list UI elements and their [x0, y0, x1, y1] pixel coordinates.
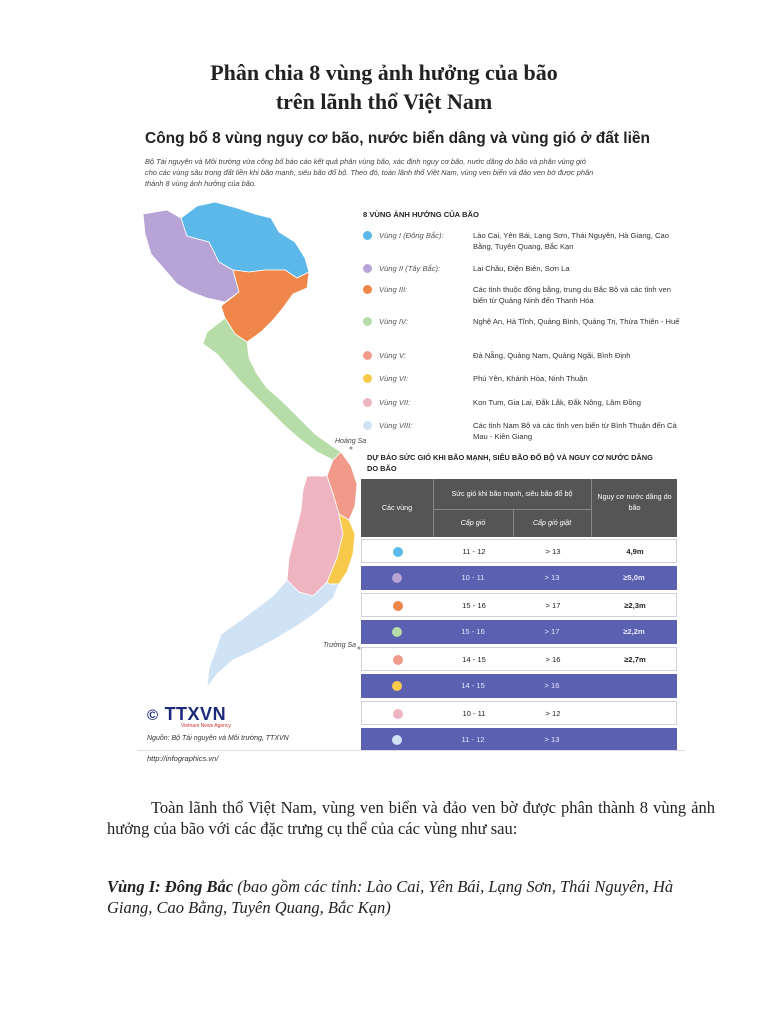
- table-row: [361, 674, 677, 698]
- row-zone-dot: [393, 655, 403, 665]
- legend-item-zone-6: [363, 373, 683, 397]
- legend-item-zone-5: [363, 350, 683, 374]
- row-zone-dot: [392, 681, 402, 691]
- legend-provinces: Kon Tum, Gia Lai, Đắk Lắk, Đắk Nông, Lâm Đồng: [473, 398, 641, 407]
- legend-dot: [363, 231, 372, 240]
- legend-title: 8 VÙNG ẢNH HƯỞNG CỦA BÃO: [363, 210, 479, 219]
- cell-gust: > 17: [544, 627, 560, 636]
- source-note: Nguồn: Bộ Tài nguyên và Môi trường, TTXVN: [147, 735, 289, 742]
- legend-provinces: Nghệ An, Hà Tĩnh, Quảng Bình, Quảng Trị, Thừa Thiên - Huế: [473, 317, 680, 326]
- header-wind: Sức gió khi bão mạnh, siêu bão đổ bộ: [433, 479, 591, 510]
- cell-level: 15 - 16: [462, 601, 486, 610]
- legend-zone-label: Vùng VI:: [379, 374, 409, 383]
- body-paragraph-1-text: Toàn lãnh thổ Việt Nam, vùng ven biển và đảo ven bờ được phân thành 8 vùng ảnh hưởng của bão với các đặc trưng cụ thể của các vùng như sau:: [107, 798, 715, 838]
- legend-provinces: Lào Cai, Yên Bái, Lạng Sơn, Thái Nguyên, Hà Giang, Cao Bằng, Tuyên Quang, Bắc Kạn: [473, 231, 669, 251]
- cell-level: 10 - 11: [461, 573, 485, 582]
- legend-zone-label: Vùng III:: [379, 285, 408, 294]
- cell-level: 11 - 12: [461, 735, 485, 744]
- header-region: Các vùng: [361, 479, 434, 537]
- legend-dot: [363, 421, 372, 430]
- table-row: [361, 701, 677, 725]
- legend-provinces: Phú Yên, Khánh Hòa, Ninh Thuận: [473, 374, 588, 383]
- document-title-line2: trên lãnh thổ Việt Nam: [275, 89, 493, 114]
- row-zone-dot: [392, 735, 402, 745]
- table-row: [361, 566, 677, 590]
- cell-gust: > 16: [544, 681, 560, 690]
- logo-subtitle: Vietnam News Agency: [181, 723, 231, 729]
- row-zone-dot: [392, 627, 402, 637]
- cell-gust: > 13: [545, 547, 561, 556]
- row-zone-dot: [393, 547, 403, 557]
- header-level: Cấp gió: [433, 509, 514, 537]
- infographic-intro: Bộ Tài nguyên và Môi trường vừa công bố báo cáo kết quả phân vùng bão, xác định nguy cơ bão, nước dâng do bão và phân vùng gió cho các vùng sâu trong đất liền khi bão mạnh, siêu bão đổ bộ. Theo đó, toàn lãnh thổ Việt Nam, vùng ven biển và đảo ven bờ được phân thành 8 vùng ảnh hưởng của bão.: [145, 157, 594, 188]
- body-paragraph-1: [107, 797, 715, 839]
- infographic-heading: Công bố 8 vùng nguy cơ bão, nước biển dâng và vùng gió ở đất liền: [145, 130, 650, 147]
- copyright-icon: ©: [147, 707, 159, 724]
- legend-item-zone-1: [363, 230, 683, 254]
- header-gust: Cấp gió giật: [532, 518, 572, 527]
- legend-zone-label: Vùng VIII:: [379, 421, 413, 430]
- map-zone-8: [207, 580, 339, 688]
- legend-zone-label: Vùng I (Đông Bắc):: [379, 231, 444, 240]
- cell-level: 11 - 12: [462, 547, 486, 556]
- row-zone-dot: [393, 601, 403, 611]
- row-zone-dot: [392, 573, 402, 583]
- legend-item-zone-4: [363, 316, 683, 340]
- cell-level: 10 - 11: [462, 709, 486, 718]
- hoang-sa-islands: [350, 447, 353, 450]
- cell-gust: > 16: [545, 655, 561, 664]
- cell-surge: ≥2,7m: [624, 655, 646, 664]
- ttxvn-logo: [147, 704, 226, 725]
- zone1-detail: (bao gồm các tỉnh: Lào Cai, Yên Bái, Lạng Sơn, Thái Nguyên, Hà Giang, Cao Bằng, Tuyên Quang, Bắc Kạn): [107, 877, 674, 917]
- cell-level: 14 - 15: [462, 655, 486, 664]
- table-header: [361, 479, 677, 537]
- header-surge: Nguy cơ nước dâng do bão: [591, 479, 677, 537]
- legend-provinces: Các tỉnh Nam Bộ và các tỉnh ven biển từ Bình Thuận đến Cà Mau - Kiên Giang: [473, 421, 677, 441]
- table-row: [361, 647, 677, 671]
- legend-item-zone-3: [363, 284, 683, 308]
- zone1-label: Vùng I: Đông Bắc: [107, 877, 234, 896]
- table-row: [361, 593, 677, 617]
- legend-zone-label: Vùng II (Tây Bắc):: [379, 264, 441, 273]
- cell-level: 15 - 16: [461, 627, 485, 636]
- cell-surge: ≥2,3m: [624, 601, 646, 610]
- legend-provinces: Các tỉnh thuộc đồng bằng, trung du Bắc Bộ và các tỉnh ven biển từ Quảng Ninh đến Thanh Hóa: [473, 285, 671, 305]
- cell-surge: ≥5,0m: [623, 573, 645, 582]
- forecast-table-title: DỰ BÁO SỨC GIÓ KHI BÃO MẠNH, SIÊU BÃO ĐỔ BỘ VÀ NGUY CƠ NƯỚC DÂNG DO BÃO: [367, 453, 653, 473]
- legend-provinces: Đà Nẵng, Quảng Nam, Quảng Ngãi, Bình Định: [473, 351, 631, 360]
- legend-dot: [363, 351, 372, 360]
- map-label-truong-sa: Trường Sa: [323, 642, 357, 649]
- map-label-hoang-sa: Hoàng Sa: [335, 438, 367, 445]
- infographic: [137, 122, 685, 768]
- cell-surge: ≥2,2m: [623, 627, 645, 636]
- legend-dot: [363, 374, 372, 383]
- legend-dot: [363, 264, 372, 273]
- url-bar: [137, 750, 685, 768]
- cell-level: 14 - 15: [461, 681, 485, 690]
- legend-provinces: Lai Châu, Điện Biên, Sơn La: [473, 264, 570, 273]
- logo-text: TTXVN: [164, 704, 227, 724]
- cell-gust: > 12: [545, 709, 561, 718]
- cell-surge: 4,9m: [626, 547, 644, 556]
- legend-zone-label: Vùng V:: [379, 351, 406, 360]
- legend-dot: [363, 398, 372, 407]
- legend-dot: [363, 317, 372, 326]
- cell-gust: > 17: [545, 601, 561, 610]
- cell-gust: > 13: [544, 735, 560, 744]
- infographic-url: http://infographics.vn/: [147, 754, 219, 763]
- legend-zone-label: Vùng VII:: [379, 398, 411, 407]
- row-zone-dot: [393, 709, 403, 719]
- legend-item-zone-7: [363, 397, 683, 421]
- legend-item-zone-8: [363, 420, 683, 444]
- body-paragraph-2: [107, 876, 715, 918]
- legend-zone-label: Vùng IV:: [379, 317, 408, 326]
- cell-gust: > 13: [544, 573, 560, 582]
- map-zone-4: [203, 318, 341, 460]
- table-row: [361, 728, 677, 752]
- table-row: [361, 539, 677, 563]
- document-title-line1: Phân chia 8 vùng ảnh hưởng của bão: [210, 60, 558, 85]
- table-row: [361, 620, 677, 644]
- legend-dot: [363, 285, 372, 294]
